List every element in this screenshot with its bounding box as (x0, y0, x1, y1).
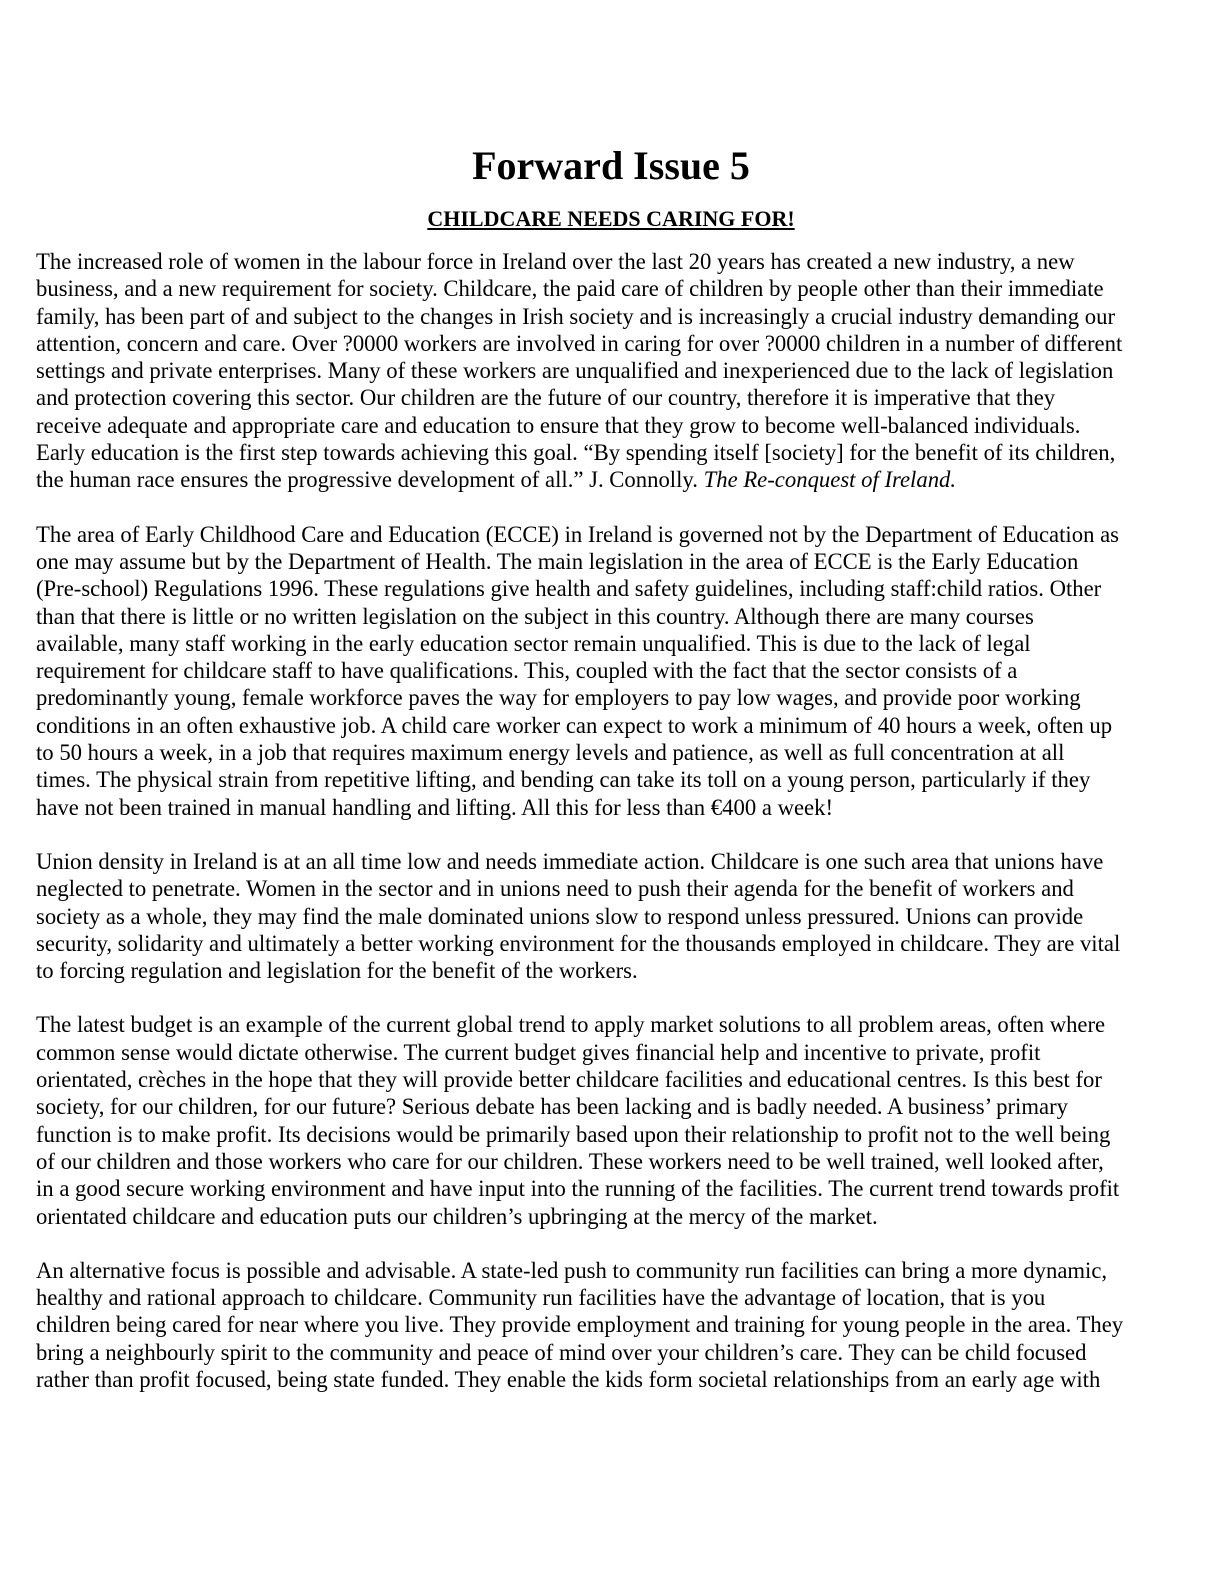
book-citation: The Re-conquest of Ireland. (703, 467, 957, 493)
text-line: business, and a new requirement for society. Childcare, the paid care of children by people other than their immediate (36, 276, 1104, 302)
text-line: receive adequate and appropriate care and education to ensure that they grow to become well-balanced individuals. (36, 412, 1081, 438)
text-line: society, for our children, for our future? Serious debate has been lacking and is badly needed. A business’ primary (36, 1094, 1068, 1120)
text-line: family, has been part of and subject to the changes in Irish society and is increasingly a crucial industry demanding our (36, 303, 1116, 329)
text-line: times. The physical strain from repetitive lifting, and bending can take its toll on a young person, particularly if they (36, 767, 1091, 793)
text-line: The increased role of women in the labour force in Ireland over the last 20 years has created a new industry, a new (36, 249, 1075, 274)
text-line-with-citation (36, 466, 1186, 493)
text-line: healthy and rational approach to childcare. Community run facilities have the advantage of location, that is you (36, 1285, 1046, 1311)
text-line: The latest budget is an example of the current global trend to apply market solutions to all problem areas, often where (36, 1012, 1106, 1038)
text-line: conditions in an often exhaustive job. A child care worker can expect to work a minimum of 40 hours a week, often up (36, 712, 1113, 738)
article-heading: CHILDCARE NEEDS CARING FOR! (427, 206, 795, 231)
text-line: An alternative focus is possible and advisable. A state-led push to community run facilities can bring a more dynamic, (36, 1257, 1108, 1283)
text-line: orientated childcare and education puts our children’s upbringing at the mercy of the market. (36, 1203, 878, 1229)
text-line: orientated, crèches in the hope that they will provide better childcare facilities and educational centres. Is this best for (36, 1067, 1102, 1093)
text-line: neglected to penetrate. Women in the sector and in unions need to push their agenda for the benefit of workers and (36, 876, 1074, 902)
text-line: Early education is the first step towards achieving this goal. “By spending itself [society] for the benefit of its children, (36, 440, 1116, 466)
document-page (36, 140, 1186, 1420)
paragraph-ecce (36, 521, 1186, 821)
text-line: The area of Early Childhood Care and Education (ECCE) in Ireland is governed not by the Department of Education as (36, 521, 1119, 547)
text-line: the human race ensures the progressive development of all.” J. Connolly. (36, 467, 704, 493)
text-line: society as a whole, they may find the male dominated unions slow to respond unless pressured. Unions can provide (36, 903, 1084, 929)
text-line: Union density in Ireland is at an all time low and needs immediate action. Childcare is one such area that unions have (36, 848, 1104, 874)
paragraph-unions (36, 848, 1186, 984)
text-line: (Pre-school) Regulations 1996. These regulations give health and safety guidelines, including staff:child ratios. Other (36, 576, 1102, 602)
text-line: have not been trained in manual handling and lifting. All this for less than €400 a week! (36, 794, 834, 820)
text-line: one may assume but by the Department of Health. The main legislation in the area of ECCE is the Early Education (36, 548, 1079, 574)
text-line: requirement for childcare staff to have qualifications. This, coupled with the fact that the sector consists of a (36, 658, 1018, 684)
paragraph-budget (36, 1011, 1186, 1229)
text-line: to forcing regulation and legislation for the benefit of the workers. (36, 958, 638, 984)
text-line: settings and private enterprises. Many of these workers are unqualified and inexperienced due to the lack of legislation (36, 358, 1114, 384)
text-line: attention, concern and care. Over ?0000 workers are involved in caring for over ?0000 children in a number of different (36, 330, 1123, 356)
text-line: common sense would dictate otherwise. The current budget gives financial help and incentive to private, profit (36, 1039, 1041, 1065)
text-line: rather than profit focused, being state funded. They enable the kids form societal relationships from an early age with (36, 1366, 1101, 1392)
text-line: available, many staff working in the early education sector remain unqualified. This is due to the lack of legal (36, 630, 1031, 656)
text-line: than that there is little or no written legislation on the subject in this country. Although there are many courses (36, 603, 1034, 629)
text-line: function is to make profit. Its decisions would be primarily based upon their relationship to profit not to the well being (36, 1121, 1111, 1147)
text-line: children being cared for near where you live. They provide employment and training for young people in the area. They (36, 1312, 1124, 1338)
text-line: to 50 hours a week, in a job that requires maximum energy levels and patience, as well as full concentration at all (36, 740, 1065, 766)
text-line: security, solidarity and ultimately a better working environment for the thousands employed in childcare. They are vital (36, 930, 1121, 956)
text-line: in a good secure working environment and have input into the running of the facilities. The current trend towards profit (36, 1176, 1120, 1202)
text-line: predominantly young, female workforce paves the way for employers to pay low wages, and provide poor working (36, 685, 1081, 711)
text-line: bring a neighbourly spirit to the community and peace of mind over your children’s care. They can be child focused (36, 1339, 1087, 1365)
text-line: and protection covering this sector. Our children are the future of our country, therefore it is imperative that they (36, 385, 1056, 411)
document-title: Forward Issue 5 (472, 143, 750, 188)
paragraph-intro (36, 248, 1186, 494)
text-line: of our children and those workers who care for our children. These workers need to be well trained, well looked after, (36, 1148, 1104, 1174)
paragraph-alternative (36, 1257, 1186, 1393)
